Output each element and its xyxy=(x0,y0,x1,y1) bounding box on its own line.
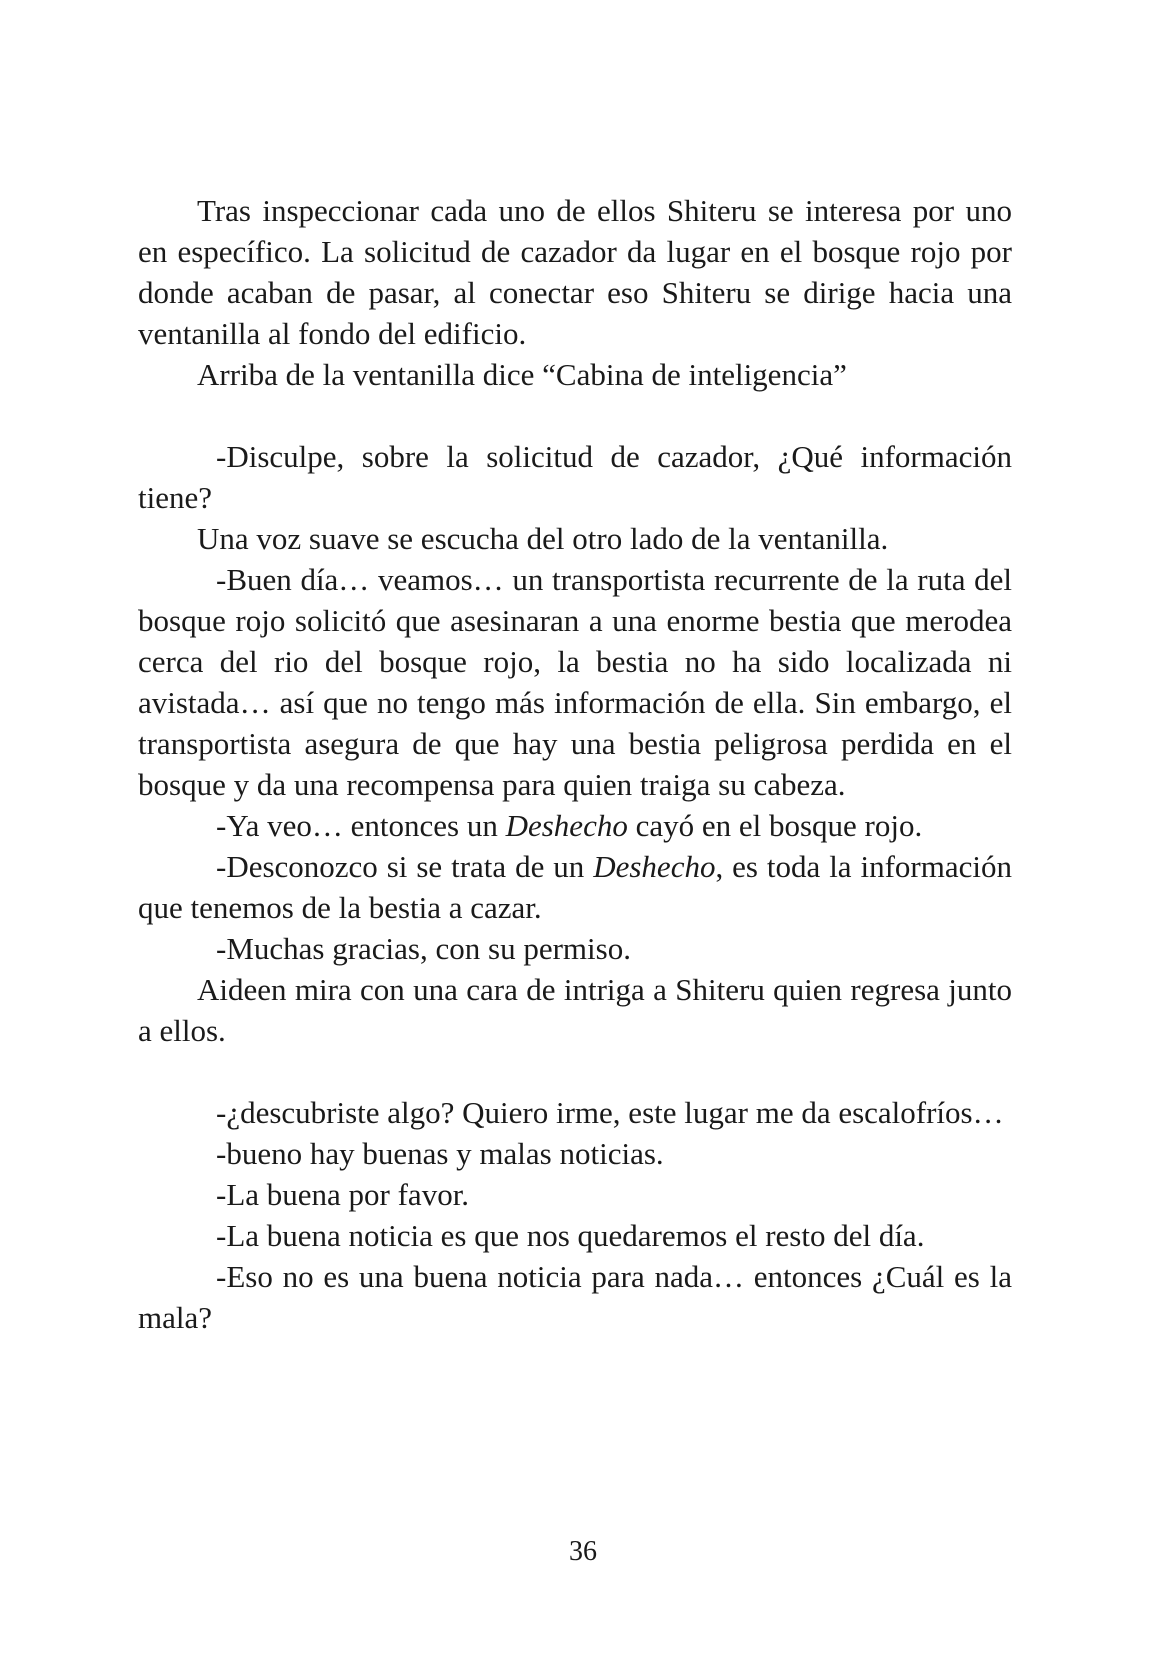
text-run: -La buena por favor. xyxy=(216,1177,470,1212)
dialogue-paragraph xyxy=(138,846,1012,928)
text-run: -Eso no es una buena noticia para nada… entonces ¿Cuál es la mala? xyxy=(138,1259,1012,1335)
dialogue-paragraph xyxy=(138,1133,1012,1174)
text-run: Aideen mira con una cara de intriga a Shiteru quien regresa junto a ellos. xyxy=(138,972,1012,1048)
text-run: Arriba de la ventanilla dice “Cabina de inteligencia” xyxy=(197,357,847,392)
blank-line xyxy=(138,395,1012,436)
blank-line xyxy=(138,1051,1012,1092)
text-run: -bueno hay buenas y malas noticias. xyxy=(216,1136,664,1171)
text-run: -Buen día… veamos… un transportista recurrente de la ruta del bosque rojo solicitó que asesinaran a una enorme bestia que merodea cerca del rio del bosque rojo, la bestia no ha sido localizada ni avistada… así que no tengo más información de ella. Sin embargo, el transportista asegura de que hay una bestia peligrosa perdida en el bosque y da una recompensa para quien traiga su cabeza. xyxy=(138,562,1012,802)
text-run: -Muchas gracias, con su permiso. xyxy=(216,931,631,966)
text-run: -Disculpe, sobre la solicitud de cazador, ¿Qué información tiene? xyxy=(138,439,1012,515)
text-run: Tras inspeccionar cada uno de ellos Shiteru se interesa por uno en específico. La solicitud de cazador da lugar en el bosque rojo por donde acaban de pasar, al conectar eso Shiteru se dirige hacia una ventanilla al fondo del edificio. xyxy=(138,193,1012,351)
dialogue-paragraph xyxy=(138,928,1012,969)
narration-paragraph xyxy=(138,969,1012,1051)
text-run: -Desconozco si se trata de un xyxy=(216,849,594,884)
page-number: 36 xyxy=(569,1536,597,1567)
text-run: -La buena noticia es que nos quedaremos el resto del día. xyxy=(216,1218,925,1253)
dialogue-paragraph xyxy=(138,1092,1012,1133)
text-run: -Ya veo… entonces un xyxy=(216,808,506,843)
dialogue-paragraph xyxy=(138,805,1012,846)
dialogue-paragraph xyxy=(138,1256,1012,1338)
page-body xyxy=(138,190,1012,1338)
text-run: cayó en el bosque rojo. xyxy=(627,808,923,843)
dialogue-paragraph xyxy=(138,1174,1012,1215)
italic-term: Deshecho xyxy=(505,808,628,843)
dialogue-paragraph xyxy=(138,436,1012,518)
dialogue-paragraph xyxy=(138,559,1012,805)
narration-paragraph xyxy=(138,190,1012,354)
dialogue-paragraph xyxy=(138,1215,1012,1256)
italic-term: Deshecho xyxy=(593,849,716,884)
text-run: -¿descubriste algo? Quiero irme, este lugar me da escalofríos… xyxy=(216,1095,1004,1130)
narration-paragraph xyxy=(138,354,1012,395)
text-run: Una voz suave se escucha del otro lado de la ventanilla. xyxy=(197,521,889,556)
narration-paragraph xyxy=(138,518,1012,559)
text-run: , es toda la información que tenemos de la bestia a cazar. xyxy=(138,849,1012,925)
